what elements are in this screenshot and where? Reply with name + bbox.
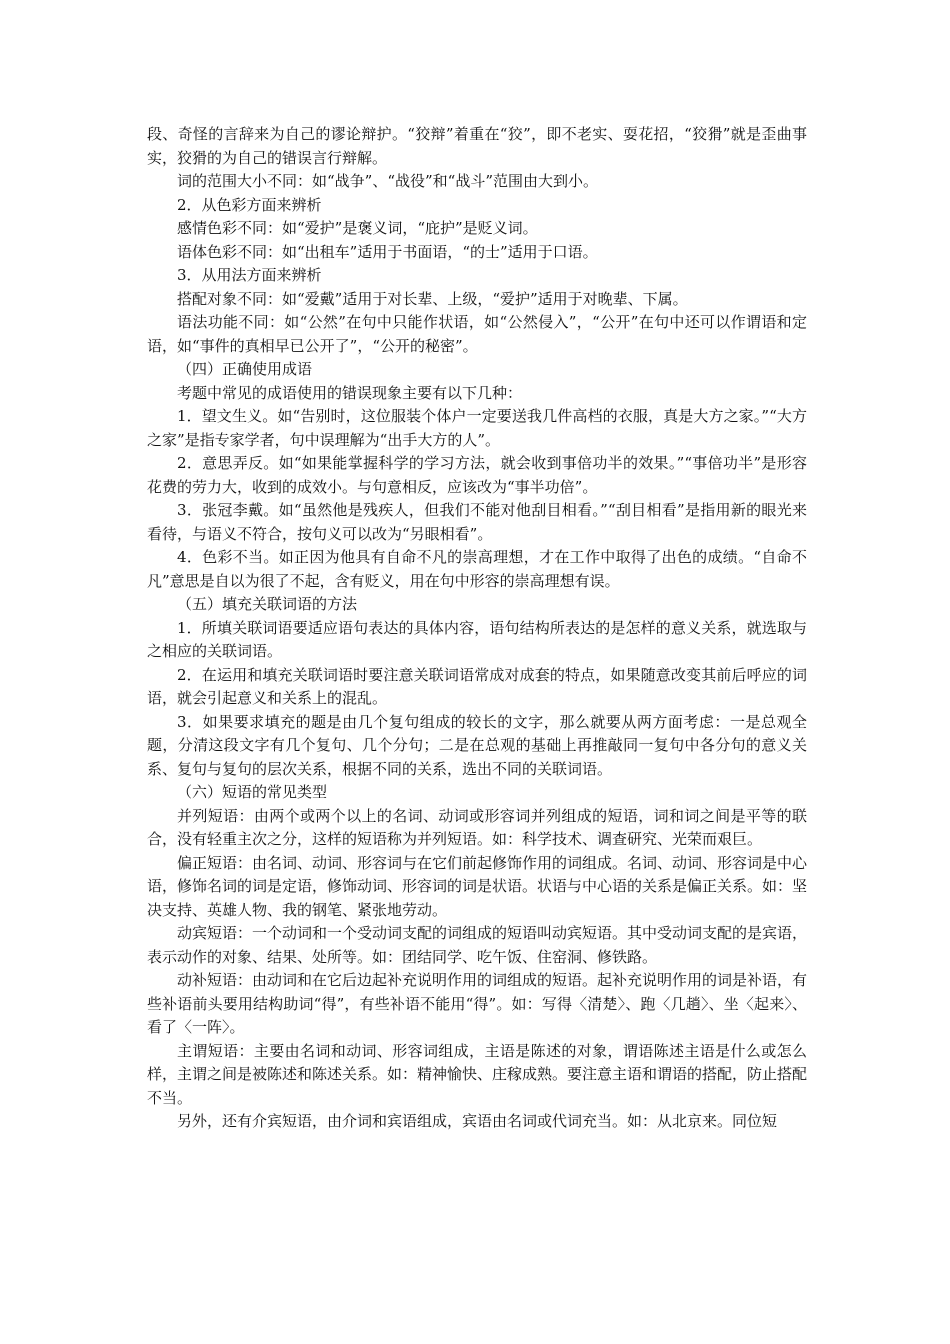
paragraph: 语法功能不同：如“公然”在句中只能作状语，如“公然侵入”，“公开”在句中还可以作谓语和定语，如“事件的真相早已公开了”，“公开的秘密”。 xyxy=(147,313,807,355)
section-heading: （五）填充关联词语的方法 xyxy=(177,595,358,613)
paragraph: 考题中常见的成语使用的错误现象主要有以下几种： xyxy=(177,383,523,402)
section-heading: （四）正确使用成语 xyxy=(177,360,313,378)
paragraph: 并列短语：由两个或两个以上的名词、动词或形容词并列组成的短语，词和词之间是平等的联合，没有轻重主次之分，这样的短语称为并列短语。如：科学技术、调查研究、光荣而艰巨。 xyxy=(147,806,807,848)
paragraph: 动补短语：由动词和在它后边起补充说明作用的词组成的短语。起补充说明作用的词是补语，有些补语前头要用结构助词“得”，有些补语不能用“得”。如：写得〈清楚〉、跑〈几趟〉、坐〈起来〉、看了〈一阵〉。 xyxy=(147,971,808,1036)
paragraph: 主谓短语：主要由名词和动词、形容词组成，主语是陈述的对象，谓语陈述主语是什么或怎么样，主谓之间是被陈述和陈述关系。如：精神愉快、庄稼成熟。要注意主语和谓语的搭配，防止搭配不当。 xyxy=(147,1041,808,1107)
document-body xyxy=(147,123,807,1134)
paragraph: 4．色彩不当。如正因为他具有自命不凡的崇高理想，才在工作中取得了出色的成绩。“自命不凡”意思是自以为很了不起，含有贬义，用在句中形容的崇高理想有误。 xyxy=(147,548,807,590)
paragraph: 偏正短语：由名词、动词、形容词与在它们前起修饰作用的词组成。名词、动词、形容词是中心语，修饰名词的词是定语，修饰动词、形容词的词是状语。状语与中心语的关系是偏正关系。如：坚决支持、英雄人物、我的钢笔、紧张地劳动。 xyxy=(147,853,808,919)
paragraph: 另外，还有介宾短语，由介词和宾语组成，宾语由名词或代词充当。如：从北京来。同位短 xyxy=(177,1112,778,1130)
paragraph: 1．望文生义。如“告别时，这位服装个体户一定要送我几件高档的衣服，真是大方之家。”“大方之家”是指专家学者，句中误理解为“出手大方的人”。 xyxy=(147,407,807,449)
paragraph: 感情色彩不同：如“爱护”是褒义词，“庇护”是贬义词。 xyxy=(177,219,538,237)
paragraph: 1．所填关联词语要适应语句表达的具体内容，语句结构所表达的是怎样的意义关系，就选取与之相应的关联词语。 xyxy=(147,618,807,660)
section-heading: （六）短语的常见类型 xyxy=(177,783,328,801)
paragraph: 语体色彩不同：如“出租车”适用于书面语，“的士”适用于口语。 xyxy=(177,242,598,261)
section-heading: 2．从色彩方面来辨析 xyxy=(177,195,322,214)
paragraph: 3．如果要求填充的题是由几个复句组成的较长的文字，那么就要从两方面考虑：一是总观全题，分清这段文字有几个复句、几个分句；二是在总观的基础上再推敲同一复句中各分句的意义关系、复句与复句的层次关系，根据不同的关系，选出不同的关联词语。 xyxy=(147,712,807,778)
paragraph: 3．张冠李戴。如“虽然他是残疾人，但我们不能对他刮目相看。”“刮目相看”是指用新的眼光来看待，与语义不符合，按句义可以改为“另眼相看”。 xyxy=(147,501,807,543)
paragraph: 2．意思弄反。如“如果能掌握科学的学习方法，就会收到事倍功半的效果。”“事倍功半”是形容花费的劳力大，收到的成效小。与句意相反，应该改为“事半功倍”。 xyxy=(147,454,807,496)
paragraph: 动宾短语：一个动词和一个受动词支配的词组成的短语叫动宾短语。其中受动词支配的是宾语，表示动作的对象、结果、处所等。如：团结同学、吃午饭、住窑洞、修铁路。 xyxy=(147,924,808,966)
paragraph: 词的范围大小不同：如“战争”、“战役”和“战斗”范围由大到小。 xyxy=(177,172,599,190)
paragraph: 2．在运用和填充关联词语时要注意关联词语常成对成套的特点，如果随意改变其前后呼应的词语，就会引起意义和关系上的混乱。 xyxy=(147,665,807,707)
paragraph: 段、奇怪的言辞来为自己的谬论辩护。“狡辩”着重在“狡”，即不老实、耍花招，“狡猾”就是歪曲事实，狡猾的为自己的错误言行辩解。 xyxy=(147,125,807,167)
section-heading: 3．从用法方面来辨析 xyxy=(177,266,322,284)
paragraph: 搭配对象不同：如“爱戴”适用于对长辈、上级，“爱护”适用于对晚辈、下属。 xyxy=(177,289,688,308)
